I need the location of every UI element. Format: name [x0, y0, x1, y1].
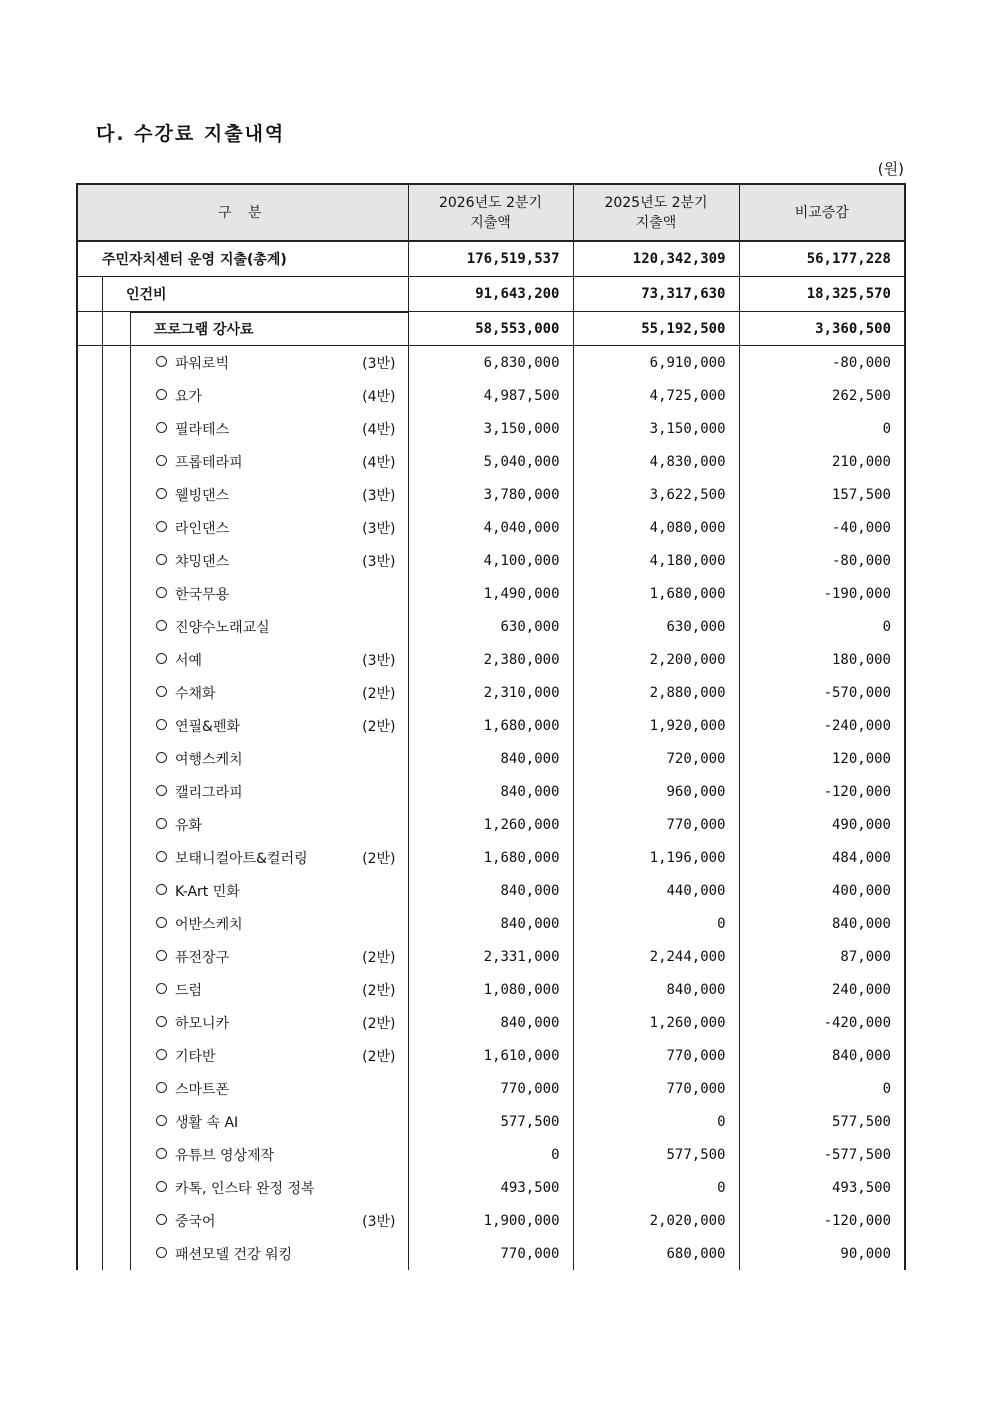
item-label-cell: [77, 1138, 408, 1171]
item-name-text: 퓨전장구: [175, 949, 230, 966]
item-2026: 840,000: [408, 907, 573, 940]
item-2025: 2,200,000: [573, 643, 739, 676]
header-2025-line2: 지출액: [635, 214, 677, 231]
item-class-count: (2반): [362, 1048, 396, 1065]
circle-bullet-icon: [156, 389, 167, 400]
personnel-label-cell: [77, 277, 408, 312]
item-2025: 680,000: [573, 1237, 739, 1270]
item-2025: 4,725,000: [573, 379, 739, 412]
item-label-cell: [77, 1039, 408, 1072]
item-class-count: (3반): [362, 553, 396, 570]
item-name: [156, 1211, 216, 1231]
item-class-count: (2반): [362, 982, 396, 999]
item-label-cell: [77, 610, 408, 643]
item-2025: 960,000: [573, 775, 739, 808]
table-row: [77, 478, 905, 511]
personnel-2025: 73,317,630: [573, 277, 739, 312]
item-diff: -570,000: [739, 676, 905, 709]
item-2026: 770,000: [408, 1237, 573, 1270]
table-row: [77, 544, 905, 577]
item-name-text: 보태니컬아트&컬러링: [175, 850, 308, 867]
table-row: [77, 874, 905, 907]
item-diff: 0: [739, 1072, 905, 1105]
table-row: [77, 346, 905, 380]
table-row: [77, 643, 905, 676]
circle-bullet-icon: [156, 950, 167, 961]
circle-bullet-icon: [156, 587, 167, 598]
item-2025: 1,260,000: [573, 1006, 739, 1039]
item-diff: 262,500: [739, 379, 905, 412]
item-name: [156, 1244, 292, 1264]
table-row: [77, 511, 905, 544]
item-name: [156, 1178, 315, 1198]
table-row: [77, 907, 905, 940]
item-diff: 90,000: [739, 1237, 905, 1270]
circle-bullet-icon: [156, 917, 167, 928]
item-diff: -120,000: [739, 1204, 905, 1237]
item-label-cell: [77, 544, 408, 577]
item-label-cell: [77, 841, 408, 874]
circle-bullet-icon: [156, 1148, 167, 1159]
total-row: [77, 241, 905, 277]
item-diff: 840,000: [739, 1039, 905, 1072]
item-2026: 2,310,000: [408, 676, 573, 709]
item-name: [156, 518, 229, 538]
item-2026: 0: [408, 1138, 573, 1171]
item-2026: 3,780,000: [408, 478, 573, 511]
item-name-text: K-Art 민화: [175, 883, 240, 900]
header-2025: [573, 184, 739, 241]
instructor-label: 프로그램 강사료: [154, 321, 254, 338]
item-name-text: 수채화: [175, 685, 216, 702]
item-name-text: 중국어: [175, 1213, 216, 1230]
item-name-text: 필라테스: [175, 421, 230, 438]
header-diff: 비교증감: [739, 184, 905, 241]
circle-bullet-icon: [156, 1181, 167, 1192]
item-2025: 4,080,000: [573, 511, 739, 544]
item-label-cell: [77, 742, 408, 775]
item-diff: -240,000: [739, 709, 905, 742]
table-row: [77, 676, 905, 709]
item-2025: 840,000: [573, 973, 739, 1006]
item-label-cell: [77, 346, 408, 380]
item-label-cell: [77, 511, 408, 544]
item-name-text: 스마트폰: [175, 1081, 230, 1098]
item-name-text: 유튜브 영상제작: [175, 1147, 275, 1164]
item-2025: 1,196,000: [573, 841, 739, 874]
item-name-text: 요가: [175, 388, 203, 405]
item-class-count: (4반): [362, 388, 396, 405]
item-diff: 157,500: [739, 478, 905, 511]
table-row: [77, 412, 905, 445]
item-2026: 840,000: [408, 874, 573, 907]
table-row: [77, 841, 905, 874]
item-class-count: (3반): [362, 487, 396, 504]
personnel-2026: 91,643,200: [408, 277, 573, 312]
item-diff: -80,000: [739, 346, 905, 380]
item-2025: 1,680,000: [573, 577, 739, 610]
section-title: 다. 수강료 지출내역: [96, 123, 286, 145]
item-2026: 493,500: [408, 1171, 573, 1204]
item-2025: 770,000: [573, 1039, 739, 1072]
table-row: [77, 775, 905, 808]
item-diff: -40,000: [739, 511, 905, 544]
item-class-count: (2반): [362, 949, 396, 966]
item-label-cell: [77, 445, 408, 478]
table-row: [77, 445, 905, 478]
item-diff: 490,000: [739, 808, 905, 841]
table-row: [77, 1171, 905, 1204]
item-name-text: 프롭테라피: [175, 454, 243, 471]
item-2026: 577,500: [408, 1105, 573, 1138]
item-2025: 4,180,000: [573, 544, 739, 577]
item-2025: 770,000: [573, 1072, 739, 1105]
item-class-count: (3반): [362, 355, 396, 372]
circle-bullet-icon: [156, 1016, 167, 1027]
item-2026: 630,000: [408, 610, 573, 643]
item-2025: 3,150,000: [573, 412, 739, 445]
total-diff: 56,177,228: [739, 241, 905, 277]
item-name: [156, 1046, 216, 1066]
item-name-text: 패션모델 건강 워킹: [175, 1246, 293, 1263]
item-2025: 3,622,500: [573, 478, 739, 511]
item-2025: 2,880,000: [573, 676, 739, 709]
item-label-cell: [77, 874, 408, 907]
circle-bullet-icon: [156, 1049, 167, 1060]
item-2026: 1,680,000: [408, 841, 573, 874]
item-class-count: (4반): [362, 421, 396, 438]
item-class-count: (2반): [362, 850, 396, 867]
item-label-cell: [77, 973, 408, 1006]
item-label-cell: [77, 1105, 408, 1138]
item-name: [156, 815, 202, 835]
item-2026: 2,380,000: [408, 643, 573, 676]
item-label-cell: [77, 676, 408, 709]
circle-bullet-icon: [156, 884, 167, 895]
item-class-count: (2반): [362, 718, 396, 735]
item-class-count: (3반): [362, 520, 396, 537]
item-name: [156, 485, 229, 505]
item-2026: 840,000: [408, 742, 573, 775]
table-row: [77, 1237, 905, 1270]
item-name: [156, 452, 243, 472]
item-name: [156, 1079, 229, 1099]
table-row: [77, 1138, 905, 1171]
item-diff: -80,000: [739, 544, 905, 577]
item-2025: 6,910,000: [573, 346, 739, 380]
item-label-cell: [77, 1237, 408, 1270]
item-label-cell: [77, 1072, 408, 1105]
item-diff: -120,000: [739, 775, 905, 808]
item-diff: 0: [739, 610, 905, 643]
item-name: [156, 650, 202, 670]
item-diff: 180,000: [739, 643, 905, 676]
item-2026: 770,000: [408, 1072, 573, 1105]
item-name-text: 서예: [175, 652, 203, 669]
item-2025: 630,000: [573, 610, 739, 643]
item-name: [156, 617, 270, 637]
item-name: [156, 947, 229, 967]
item-diff: 240,000: [739, 973, 905, 1006]
item-name: [156, 386, 202, 406]
header-2025-line1: 2025년도 2분기: [604, 194, 708, 211]
item-2026: 1,080,000: [408, 973, 573, 1006]
header-2026: [408, 184, 573, 241]
item-diff: 840,000: [739, 907, 905, 940]
item-name-text: 생활 속 AI: [175, 1114, 239, 1131]
table-row: [77, 1204, 905, 1237]
item-name-text: 여행스케치: [175, 751, 243, 768]
circle-bullet-icon: [156, 620, 167, 631]
item-label-cell: [77, 643, 408, 676]
instructor-label-cell: [77, 312, 408, 346]
header-category: 구 분: [77, 184, 408, 241]
item-2026: 1,260,000: [408, 808, 573, 841]
circle-bullet-icon: [156, 1082, 167, 1093]
personnel-row: [77, 277, 905, 312]
item-diff: 493,500: [739, 1171, 905, 1204]
item-diff: 577,500: [739, 1105, 905, 1138]
item-name: [156, 848, 308, 868]
table-row: [77, 940, 905, 973]
item-name: [156, 881, 240, 901]
item-2025: 0: [573, 1105, 739, 1138]
circle-bullet-icon: [156, 785, 167, 796]
item-diff: 210,000: [739, 445, 905, 478]
table-row: [77, 742, 905, 775]
item-name-text: 챠밍댄스: [175, 553, 230, 570]
item-2026: 1,680,000: [408, 709, 573, 742]
item-2026: 840,000: [408, 775, 573, 808]
item-diff: 87,000: [739, 940, 905, 973]
item-2026: 4,987,500: [408, 379, 573, 412]
circle-bullet-icon: [156, 653, 167, 664]
item-label-cell: [77, 775, 408, 808]
item-2025: 440,000: [573, 874, 739, 907]
item-label-cell: [77, 1171, 408, 1204]
item-label-cell: [77, 907, 408, 940]
item-2025: 1,920,000: [573, 709, 739, 742]
item-label-cell: [77, 940, 408, 973]
item-label-cell: [77, 1006, 408, 1039]
item-2026: 1,610,000: [408, 1039, 573, 1072]
item-diff: -420,000: [739, 1006, 905, 1039]
table-row: [77, 973, 905, 1006]
table-row: [77, 610, 905, 643]
instructor-diff: 3,360,500: [739, 312, 905, 346]
item-label-cell: [77, 412, 408, 445]
item-label-cell: [77, 1204, 408, 1237]
instructor-row: [77, 312, 905, 346]
item-diff: -577,500: [739, 1138, 905, 1171]
item-name: [156, 551, 229, 571]
item-2025: 577,500: [573, 1138, 739, 1171]
item-label-cell: [77, 478, 408, 511]
item-2025: 4,830,000: [573, 445, 739, 478]
personnel-label: 인건비: [126, 287, 167, 303]
item-class-count: (2반): [362, 1015, 396, 1032]
circle-bullet-icon: [156, 1115, 167, 1126]
item-2025: 0: [573, 907, 739, 940]
circle-bullet-icon: [156, 752, 167, 763]
header-2026-line1: 2026년도 2분기: [438, 194, 543, 211]
item-2026: 3,150,000: [408, 412, 573, 445]
table-row: [77, 709, 905, 742]
table-row: [77, 379, 905, 412]
item-name-text: 드럼: [175, 982, 203, 999]
item-diff: 484,000: [739, 841, 905, 874]
item-diff: 400,000: [739, 874, 905, 907]
item-name: [156, 782, 243, 802]
item-name: [156, 683, 216, 703]
item-class-count: (4반): [362, 454, 396, 471]
circle-bullet-icon: [156, 455, 167, 466]
item-name-text: 진양수노래교실: [175, 619, 270, 636]
item-name: [156, 419, 229, 439]
item-2026: 840,000: [408, 1006, 573, 1039]
item-2025: 2,020,000: [573, 1204, 739, 1237]
table-row: [77, 1105, 905, 1138]
item-name-text: 한국무용: [175, 586, 230, 603]
item-2025: 770,000: [573, 808, 739, 841]
circle-bullet-icon: [156, 422, 167, 433]
circle-bullet-icon: [156, 1214, 167, 1225]
item-2026: 6,830,000: [408, 346, 573, 380]
circle-bullet-icon: [156, 719, 167, 730]
item-name: [156, 749, 243, 769]
item-name: [156, 1112, 238, 1132]
item-2026: 5,040,000: [408, 445, 573, 478]
item-diff: 120,000: [739, 742, 905, 775]
item-class-count: (3반): [362, 652, 396, 669]
circle-bullet-icon: [156, 356, 167, 367]
item-name: [156, 584, 229, 604]
item-class-count: (3반): [362, 1213, 396, 1230]
item-name-text: 캘리그라피: [175, 784, 243, 801]
circle-bullet-icon: [156, 1247, 167, 1258]
circle-bullet-icon: [156, 818, 167, 829]
item-name: [156, 1013, 229, 1033]
total-label: 주민자치센터 운영 지출(총계): [77, 241, 408, 277]
item-name-text: 기타반: [175, 1048, 216, 1065]
item-name: [156, 980, 202, 1000]
table-row: [77, 1072, 905, 1105]
item-name-text: 웰빙댄스: [175, 487, 230, 504]
item-name: [156, 914, 243, 934]
item-name-text: 어반스케치: [175, 916, 243, 933]
instructor-2025: 55,192,500: [573, 312, 739, 346]
circle-bullet-icon: [156, 686, 167, 697]
item-2026: 2,331,000: [408, 940, 573, 973]
circle-bullet-icon: [156, 983, 167, 994]
item-name-text: 유화: [175, 817, 203, 834]
item-2025: 0: [573, 1171, 739, 1204]
circle-bullet-icon: [156, 488, 167, 499]
item-name-text: 연필&펜화: [175, 718, 241, 735]
item-name-text: 파워로빅: [175, 355, 230, 372]
circle-bullet-icon: [156, 521, 167, 532]
item-name: [156, 716, 240, 736]
item-name-text: 카톡, 인스타 완정 정복: [175, 1180, 315, 1197]
header-2026-line2: 지출액: [470, 214, 511, 231]
table-row: [77, 808, 905, 841]
item-label-cell: [77, 379, 408, 412]
item-2026: 4,100,000: [408, 544, 573, 577]
item-diff: -190,000: [739, 577, 905, 610]
item-name-text: 라인댄스: [175, 520, 230, 537]
total-2025: 120,342,309: [573, 241, 739, 277]
item-label-cell: [77, 709, 408, 742]
personnel-diff: 18,325,570: [739, 277, 905, 312]
table-header-row: [77, 184, 905, 241]
unit-label: (원): [877, 160, 904, 178]
table-row: [77, 577, 905, 610]
item-2026: 1,900,000: [408, 1204, 573, 1237]
item-2026: 4,040,000: [408, 511, 573, 544]
circle-bullet-icon: [156, 554, 167, 565]
item-diff: 0: [739, 412, 905, 445]
expense-table: [76, 183, 906, 1270]
table-row: [77, 1039, 905, 1072]
item-label-cell: [77, 577, 408, 610]
item-2025: 2,244,000: [573, 940, 739, 973]
item-2026: 1,490,000: [408, 577, 573, 610]
table-row: [77, 1006, 905, 1039]
instructor-2026: 58,553,000: [408, 312, 573, 346]
total-2026: 176,519,537: [408, 241, 573, 277]
circle-bullet-icon: [156, 851, 167, 862]
item-name-text: 하모니카: [175, 1015, 230, 1032]
item-2025: 720,000: [573, 742, 739, 775]
item-class-count: (2반): [362, 685, 396, 702]
item-label-cell: [77, 808, 408, 841]
item-name: [156, 1145, 274, 1165]
item-name: [156, 353, 229, 373]
